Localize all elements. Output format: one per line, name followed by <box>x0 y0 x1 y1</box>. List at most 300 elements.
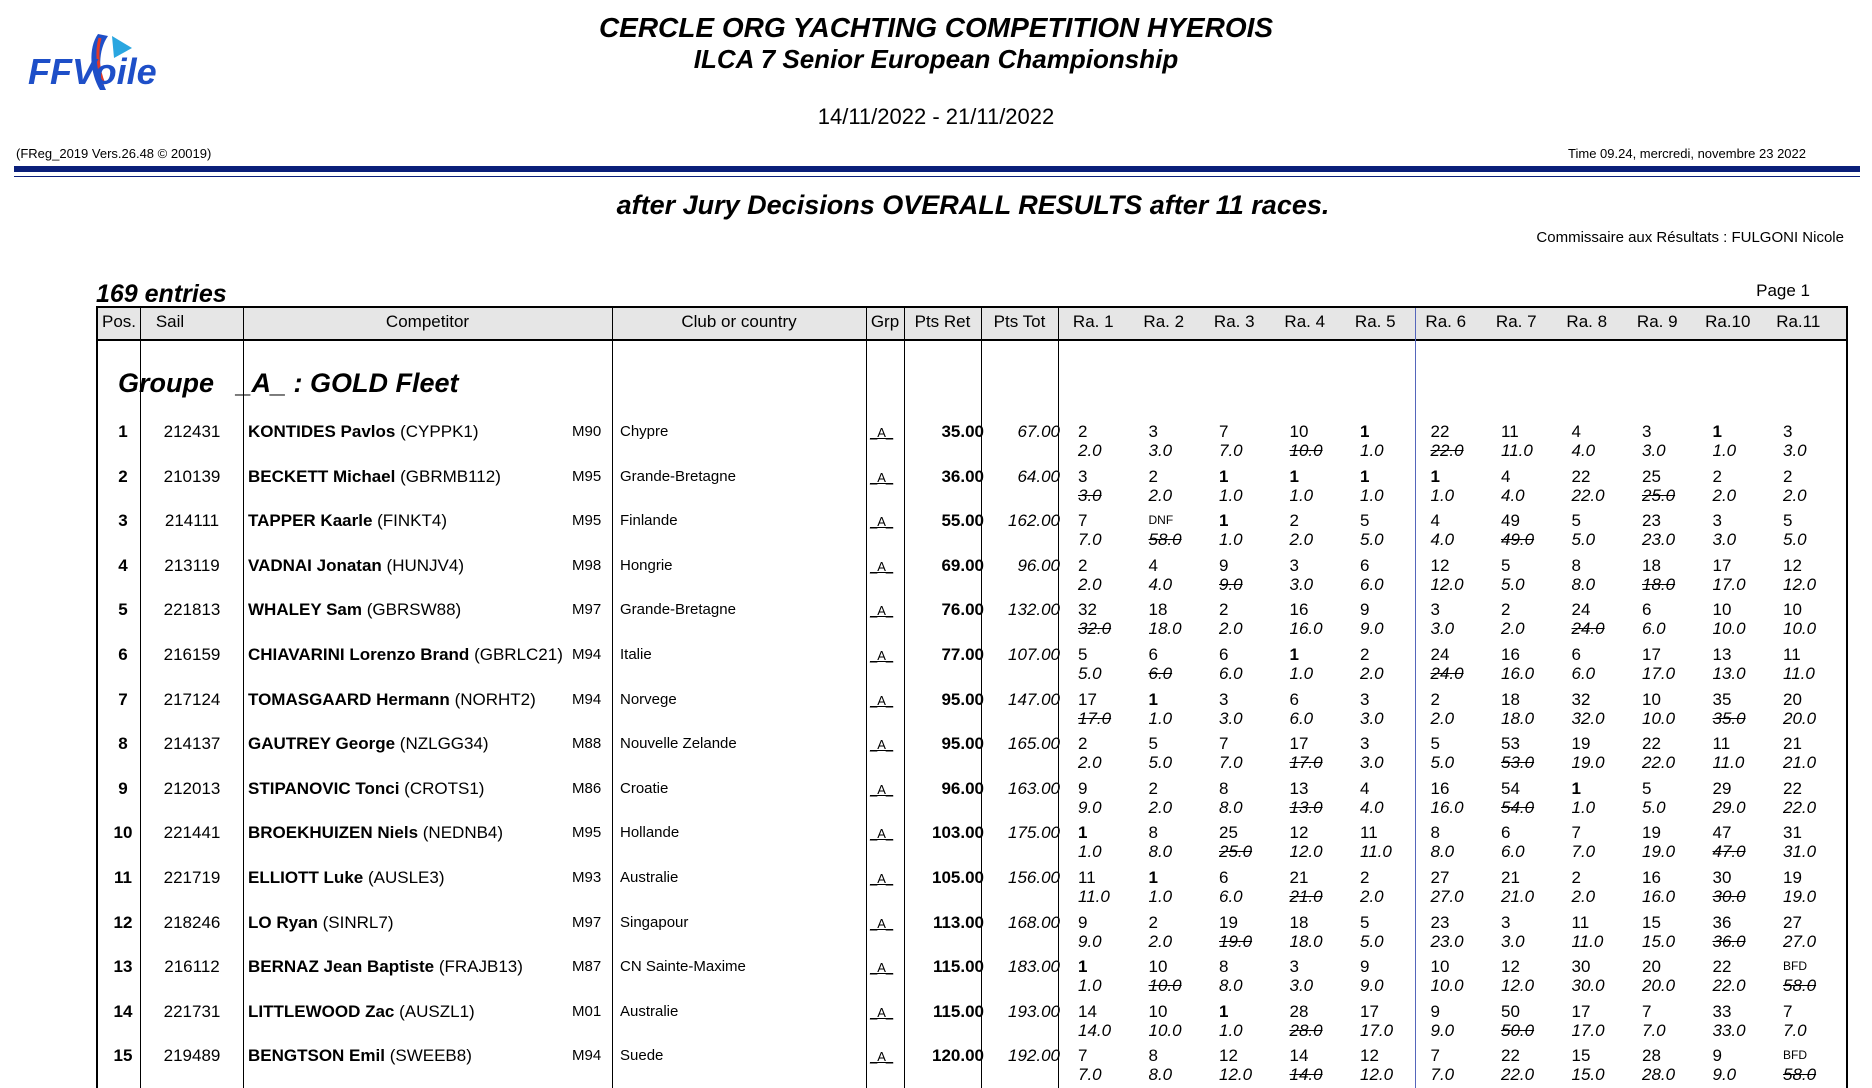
race-points: 2.0 <box>1148 797 1173 817</box>
race-result <box>1642 690 1706 728</box>
club: Norvege <box>620 690 677 708</box>
race-result <box>1713 868 1777 906</box>
race-result <box>1149 690 1213 728</box>
race-place: 14 <box>1289 1046 1309 1066</box>
race-result <box>1290 600 1354 638</box>
race-place: 5 <box>1078 645 1088 664</box>
points-retained: 77.00 <box>941 645 984 664</box>
race-result <box>1713 734 1777 772</box>
col-race-10: Ra.10 <box>1705 312 1751 331</box>
race-points: 6.0 <box>1219 887 1243 906</box>
sail-number: 221813 <box>163 600 221 620</box>
race-points: 1.0 <box>1571 797 1596 817</box>
race-result <box>1501 690 1565 728</box>
race-result <box>1501 467 1565 505</box>
race-points: 58.0 <box>1783 976 1817 996</box>
position: 13 <box>113 957 133 977</box>
race-place: 6 <box>1501 823 1511 843</box>
results-table <box>96 306 1848 1088</box>
race-points: 9.0 <box>1360 976 1384 996</box>
competitor <box>248 1046 472 1066</box>
race-result <box>1360 779 1424 817</box>
race-points: 27.0 <box>1783 931 1817 951</box>
points-retained: 95.00 <box>941 689 984 709</box>
race-points: 1.0 <box>1219 1020 1243 1040</box>
group: _A_ <box>870 1004 894 1020</box>
race-points: 3.0 <box>1430 619 1455 639</box>
race-points: 5.0 <box>1501 574 1525 594</box>
race-place: 9 <box>1078 912 1088 932</box>
race-place: 10 <box>1430 957 1450 977</box>
event-dates: 14/11/2022 - 21/11/2022 <box>817 104 1055 129</box>
category: M94 <box>572 646 602 663</box>
table-row <box>98 907 1846 951</box>
race-result <box>1572 600 1636 638</box>
category: M97 <box>572 601 602 619</box>
race-points: 23.0 <box>1430 931 1464 951</box>
race-result <box>1713 422 1777 460</box>
race-result <box>1501 1002 1565 1040</box>
race-points: 17.0 <box>1289 753 1323 773</box>
race-place: 3 <box>1289 957 1299 977</box>
race-result <box>1290 823 1354 861</box>
race-place: 1 <box>1219 511 1229 531</box>
race-points: 47.0 <box>1712 842 1746 862</box>
race-points: 3.0 <box>1289 976 1314 996</box>
race-points: 1.0 <box>1289 664 1314 683</box>
race-place: 20 <box>1783 689 1802 709</box>
table-row <box>98 594 1846 638</box>
race-points: 1.0 <box>1148 708 1173 728</box>
sail-number: 214111 <box>164 511 220 531</box>
race-result <box>1149 1002 1213 1040</box>
race-place: 17 <box>1360 1001 1379 1021</box>
points-total: 193.00 <box>1008 1001 1060 1021</box>
position: 12 <box>113 912 133 932</box>
race-place: 16 <box>1501 645 1520 664</box>
race-place: 4 <box>1430 511 1440 531</box>
race-points: 12.0 <box>1289 842 1323 862</box>
table-row <box>98 817 1846 861</box>
race-result <box>1431 1046 1495 1084</box>
race-points: 1.0 <box>1078 976 1102 996</box>
race-place: 16 <box>1430 778 1450 798</box>
position: 3 <box>118 511 128 531</box>
race-place: 27 <box>1783 912 1802 932</box>
race-points: 1.0 <box>1219 530 1243 550</box>
race-points: 7.0 <box>1571 842 1596 862</box>
race-points: 2.0 <box>1289 530 1314 550</box>
race-result <box>1078 823 1142 861</box>
competitor-name: BENGTSON Emil <box>248 1046 385 1066</box>
race-points: 3.0 <box>1289 574 1314 594</box>
race-points: 4.0 <box>1571 441 1596 460</box>
table-row <box>98 951 1846 995</box>
race-result <box>1713 913 1777 951</box>
results-officer: Commissaire aux Résultats : FULGONI Nicole <box>1536 229 1844 246</box>
race-place: 35 <box>1712 689 1732 709</box>
race-result <box>1713 600 1777 638</box>
race-place: 8 <box>1148 823 1158 843</box>
competitor <box>248 645 563 665</box>
club: CN Sainte-Maxime <box>620 958 746 976</box>
club: Italie <box>620 646 652 663</box>
race-place: 11 <box>1078 868 1096 887</box>
race-points: 2.0 <box>1712 485 1737 505</box>
race-result <box>1572 467 1636 505</box>
race-result <box>1501 556 1565 594</box>
race-points: 17.0 <box>1360 1020 1394 1040</box>
race-points: 22.0 <box>1571 485 1605 505</box>
race-result <box>1431 913 1495 951</box>
race-place: 16 <box>1642 868 1661 887</box>
race-points: 19.0 <box>1783 887 1817 906</box>
group: _A_ <box>870 915 894 931</box>
race-place: 19 <box>1783 868 1802 887</box>
time-info: Time 09.24, mercredi, novembre 23 2022 <box>1568 146 1806 161</box>
race-place: 30 <box>1571 957 1591 977</box>
group: _A_ <box>870 558 894 574</box>
group: _A_ <box>870 781 894 797</box>
race-points: 6.0 <box>1501 842 1525 862</box>
position: 2 <box>118 466 128 486</box>
race-place: 2 <box>1360 868 1370 887</box>
race-place: 5 <box>1148 734 1158 754</box>
position: 1 <box>118 422 128 441</box>
category: M86 <box>572 779 602 797</box>
race-place: 10 <box>1148 957 1168 977</box>
race-place: 21 <box>1783 734 1802 754</box>
race-result <box>1078 645 1142 683</box>
race-result <box>1149 645 1213 683</box>
race-place: 17 <box>1712 555 1732 575</box>
race-result <box>1078 467 1142 505</box>
race-place: 10 <box>1642 689 1661 709</box>
race-place: 12 <box>1783 555 1802 575</box>
category: M90 <box>572 423 602 440</box>
race-points: 36.0 <box>1712 931 1746 951</box>
race-result <box>1713 957 1777 995</box>
group: _A_ <box>870 603 894 619</box>
group-title: Groupe _A_ : GOLD Fleet <box>118 368 459 398</box>
race-place: 2 <box>1783 466 1793 486</box>
race-result <box>1360 600 1424 638</box>
race-result <box>1219 600 1283 638</box>
table-row <box>98 550 1846 594</box>
competitor-code: (GBRMB112) <box>400 466 501 486</box>
race-points: 1.0 <box>1148 887 1173 906</box>
race-points: 3.0 <box>1783 441 1807 460</box>
competitor-code: (NZLGG34) <box>399 734 489 754</box>
col-race-7: Ra. 7 <box>1495 312 1537 331</box>
race-place: 1 <box>1289 645 1299 664</box>
race-result <box>1078 422 1142 460</box>
race-points: 53.0 <box>1501 753 1535 773</box>
race-result <box>1360 1046 1424 1084</box>
points-retained: 76.00 <box>941 600 984 620</box>
competitor-code: (AUSLE3) <box>367 868 445 887</box>
race-points: 30.0 <box>1571 976 1605 996</box>
race-place: 17 <box>1289 734 1309 754</box>
race-result <box>1078 868 1142 906</box>
race-result <box>1360 467 1424 505</box>
race-result <box>1290 422 1354 460</box>
race-result <box>1642 645 1706 683</box>
race-result <box>1290 868 1354 906</box>
competitor <box>248 1002 475 1022</box>
group: _A_ <box>870 871 894 886</box>
race-place: 2 <box>1078 734 1088 754</box>
race-result <box>1713 556 1777 594</box>
race-points: 58.0 <box>1148 530 1182 550</box>
category: M88 <box>572 735 602 753</box>
race-place: 8 <box>1219 957 1229 977</box>
race-points: 2.0 <box>1219 619 1243 639</box>
competitor <box>248 957 523 977</box>
race-result <box>1078 779 1142 817</box>
table-row <box>98 773 1846 817</box>
race-points: 2.0 <box>1148 931 1173 951</box>
race-result <box>1078 556 1142 594</box>
race-points: 17.0 <box>1642 664 1676 683</box>
race-result <box>1078 734 1142 772</box>
race-points: 1.0 <box>1712 441 1737 460</box>
race-place: 2 <box>1289 511 1299 531</box>
race-result <box>1219 734 1283 772</box>
race-place: 3 <box>1430 600 1440 620</box>
race-place: 3 <box>1712 511 1722 531</box>
position: 15 <box>113 1046 133 1066</box>
race-points: 22.0 <box>1712 976 1746 996</box>
race-points: 20.0 <box>1783 708 1817 728</box>
table-row <box>98 728 1846 772</box>
competitor-code: (SWEEB8) <box>389 1046 472 1066</box>
sail-number: 216112 <box>164 957 220 977</box>
col-race-11: Ra.11 <box>1776 312 1821 331</box>
race-place: 2 <box>1148 466 1158 486</box>
race-result <box>1501 511 1565 549</box>
race-points: 7.0 <box>1219 441 1243 460</box>
group: _A_ <box>870 737 894 753</box>
race-result <box>1642 1046 1706 1084</box>
race-place: 3 <box>1642 422 1652 441</box>
race-points: 2.0 <box>1148 485 1173 505</box>
race-points: 19.0 <box>1571 753 1605 773</box>
race-points: 22.0 <box>1642 753 1676 773</box>
race-points: 10.0 <box>1712 619 1746 639</box>
race-place: 1 <box>1571 778 1581 798</box>
competitor-name: CHIAVARINI Lorenzo Brand <box>248 645 470 664</box>
race-result <box>1149 779 1213 817</box>
race-place: 49 <box>1501 511 1520 531</box>
competitor-code: (FRAJB13) <box>438 957 523 977</box>
race-place: 13 <box>1712 645 1732 664</box>
race-place: 18 <box>1289 912 1309 932</box>
race-result <box>1642 422 1706 460</box>
race-place: 6 <box>1571 645 1581 664</box>
category: M95 <box>572 467 602 485</box>
race-place: 30 <box>1712 868 1732 887</box>
race-place: 2 <box>1712 466 1722 486</box>
race-place: 2 <box>1148 778 1158 798</box>
race-result <box>1078 511 1142 549</box>
points-retained: 36.00 <box>941 466 984 486</box>
race-result <box>1572 422 1636 460</box>
race-result <box>1642 734 1706 772</box>
race-result <box>1078 1046 1142 1084</box>
race-points: 6.0 <box>1219 664 1243 683</box>
race-result <box>1572 556 1636 594</box>
race-place: 2 <box>1078 422 1088 441</box>
race-result <box>1501 779 1565 817</box>
race-points: 16.0 <box>1501 664 1535 683</box>
race-points: 5.0 <box>1783 530 1807 550</box>
table-row <box>98 639 1846 683</box>
race-points: 8.0 <box>1148 842 1173 862</box>
race-place: 9 <box>1219 555 1229 575</box>
race-points: 12.0 <box>1783 574 1817 594</box>
race-result <box>1501 957 1565 995</box>
race-result <box>1360 556 1424 594</box>
col-pos: Pos. <box>101 312 137 331</box>
race-place: 2 <box>1501 600 1511 620</box>
position: 11 <box>114 868 132 887</box>
race-points: 58.0 <box>1783 1065 1817 1085</box>
race-points: 10.0 <box>1642 708 1676 728</box>
race-result <box>1219 467 1283 505</box>
race-result <box>1431 690 1495 728</box>
race-points: 1.0 <box>1360 485 1384 505</box>
race-place: 18 <box>1642 555 1661 575</box>
race-place: 1 <box>1360 422 1370 441</box>
race-result <box>1360 1002 1424 1040</box>
race-result <box>1642 823 1706 861</box>
logo-text: FFVoile <box>28 51 157 92</box>
race-result <box>1501 600 1565 638</box>
race-result <box>1290 779 1354 817</box>
race-points: 9.0 <box>1712 1065 1737 1085</box>
race-place: 7 <box>1642 1001 1652 1021</box>
race-result <box>1783 511 1847 549</box>
points-retained: 105.00 <box>932 868 984 887</box>
race-points: 19.0 <box>1219 931 1253 951</box>
race-points: 7.0 <box>1430 1065 1455 1085</box>
competitor-name: TAPPER Kaarle <box>248 511 373 531</box>
group: _A_ <box>870 960 894 976</box>
race-place: 1 <box>1430 466 1440 486</box>
race-place: 1 <box>1148 689 1158 709</box>
competitor-code: (AUSZL1) <box>399 1001 475 1021</box>
race-place: 19 <box>1642 823 1661 843</box>
points-total: 175.00 <box>1008 823 1060 843</box>
competitor <box>248 913 394 933</box>
race-place: 13 <box>1289 778 1309 798</box>
race-points: 8.0 <box>1148 1065 1173 1085</box>
race-result <box>1149 511 1213 549</box>
race-points: 5.0 <box>1571 530 1596 550</box>
race-place: 5 <box>1501 555 1511 575</box>
race-points: 14.0 <box>1078 1020 1112 1040</box>
points-retained: 69.00 <box>941 555 984 575</box>
race-points: 9.0 <box>1360 619 1384 639</box>
race-place: 25 <box>1642 466 1661 486</box>
race-place: 9 <box>1078 778 1088 798</box>
race-result <box>1572 511 1636 549</box>
race-points: 31.0 <box>1783 842 1817 862</box>
race-place: 9 <box>1430 1001 1440 1021</box>
race-result <box>1290 467 1354 505</box>
race-points: 1.0 <box>1430 485 1455 505</box>
race-place: 50 <box>1501 1001 1520 1021</box>
race-place: 10 <box>1289 422 1309 441</box>
col-race-9: Ra. 9 <box>1636 312 1678 331</box>
race-place: 1 <box>1148 868 1158 887</box>
race-place: 22 <box>1501 1046 1520 1066</box>
race-points: 8.0 <box>1430 842 1455 862</box>
race-points: 5.0 <box>1078 664 1102 683</box>
col-pts-ret: Pts Ret <box>914 312 971 331</box>
race-points: 11.0 <box>1078 887 1110 906</box>
race-result <box>1572 779 1636 817</box>
race-points: 10.0 <box>1148 976 1182 996</box>
race-place: 22 <box>1571 466 1591 486</box>
race-place: 3 <box>1219 689 1229 709</box>
race-place: 31 <box>1783 823 1802 843</box>
race-points: 33.0 <box>1712 1020 1746 1040</box>
race-place: DNF <box>1148 513 1174 528</box>
race-place: 2 <box>1571 868 1581 887</box>
race-place: 11 <box>1783 645 1801 664</box>
points-retained: 113.00 <box>932 912 984 932</box>
competitor <box>248 467 501 487</box>
race-points: 30.0 <box>1712 887 1746 906</box>
race-result <box>1572 1002 1636 1040</box>
race-points: 11.0 <box>1571 931 1604 951</box>
race-points: 35.0 <box>1712 708 1746 728</box>
club: Grande-Bretagne <box>620 601 736 619</box>
race-result <box>1149 556 1213 594</box>
race-result <box>1713 690 1777 728</box>
race-place: 5 <box>1783 511 1793 531</box>
position: 5 <box>118 600 128 620</box>
race-result <box>1360 868 1424 906</box>
race-result <box>1360 913 1424 951</box>
race-points: 18.0 <box>1642 574 1676 594</box>
race-result <box>1572 957 1636 995</box>
race-place: 18 <box>1501 689 1520 709</box>
competitor-name: BERNAZ Jean Baptiste <box>248 957 435 977</box>
race-points: 3.0 <box>1078 485 1102 505</box>
race-result <box>1783 690 1847 728</box>
competitor-name: BECKETT Michael <box>248 466 396 486</box>
col-race-6: Ra. 6 <box>1425 312 1467 331</box>
position: 9 <box>118 778 128 798</box>
race-points: 6.0 <box>1289 708 1314 728</box>
race-result <box>1290 734 1354 772</box>
col-race-3: Ra. 3 <box>1213 312 1255 331</box>
race-points: 14.0 <box>1289 1065 1323 1085</box>
category: M93 <box>572 869 602 886</box>
race-place: 8 <box>1571 555 1581 575</box>
position: 6 <box>118 645 128 664</box>
sail-number: 219489 <box>163 1046 221 1066</box>
race-result <box>1783 645 1847 683</box>
race-points: 2.0 <box>1501 619 1525 639</box>
col-sail: Sail <box>155 312 185 331</box>
race-points: 2.0 <box>1430 708 1455 728</box>
race-points: 5.0 <box>1148 753 1173 773</box>
group: _A_ <box>870 469 894 485</box>
